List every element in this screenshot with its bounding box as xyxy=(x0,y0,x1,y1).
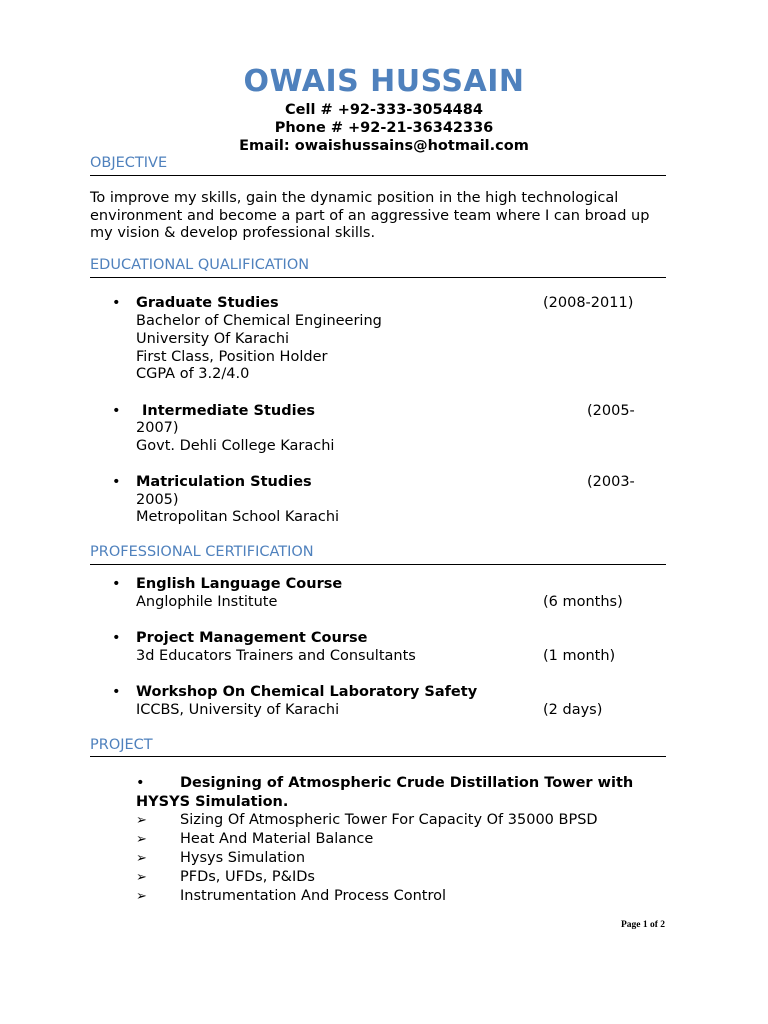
education-title-graduate: Graduate Studies xyxy=(136,295,279,311)
project-point: PFDs, UFDs, P&IDs xyxy=(180,869,315,885)
project-heading: PROJECT xyxy=(90,737,153,753)
education-heading: EDUCATIONAL QUALIFICATION xyxy=(90,257,310,273)
certification-duration: (6 months) xyxy=(543,594,623,610)
certification-divider xyxy=(90,564,666,565)
certification-duration: (1 month) xyxy=(543,648,616,664)
candidate-name: OWAIS HUSSAIN xyxy=(243,64,525,99)
email-address: Email: owaishussains@hotmail.com xyxy=(239,138,529,154)
phone-number: Phone # +92-21-36342336 xyxy=(274,120,494,136)
certification-heading: PROFESSIONAL CERTIFICATION xyxy=(90,544,314,560)
project-point: Sizing Of Atmospheric Tower For Capacity Of 35000 BPSD xyxy=(180,812,598,828)
education-years-intermediate: (2005- xyxy=(587,403,635,419)
arrow-bullet-icon: ➢ xyxy=(136,851,147,866)
certification-duration: (2 days) xyxy=(543,702,603,718)
project-title: Designing of Atmospheric Crude Distillation Tower with xyxy=(180,775,634,791)
education-detail: CGPA of 3.2/4.0 xyxy=(136,366,250,382)
objective-divider xyxy=(90,175,666,176)
education-title-intermediate: Intermediate Studies xyxy=(142,403,316,419)
cell-number: Cell # +92-333-3054484 xyxy=(285,102,483,118)
education-years-matriculation: (2003- xyxy=(587,474,635,490)
education-detail: Metropolitan School Karachi xyxy=(136,509,340,525)
bullet-icon: • xyxy=(112,684,121,700)
bullet-icon: • xyxy=(112,630,121,646)
education-years-intermediate-end: 2007) xyxy=(136,420,179,436)
bullet-icon: • xyxy=(112,295,121,311)
certification-detail: Anglophile Institute xyxy=(136,594,278,610)
arrow-bullet-icon: ➢ xyxy=(136,832,147,847)
project-point: Instrumentation And Process Control xyxy=(180,888,446,904)
education-years-matriculation-end: 2005) xyxy=(136,492,179,508)
education-detail: Bachelor of Chemical Engineering xyxy=(136,313,382,329)
bullet-icon: • xyxy=(136,775,145,791)
project-point: Hysys Simulation xyxy=(180,850,306,866)
certification-title: Workshop On Chemical Laboratory Safety xyxy=(136,684,478,700)
objective-text: To improve my skills, gain the dynamic position in the high technological environment and become a part of an aggressive team where I can broad up my vision & develop professional skills. xyxy=(90,190,650,242)
bullet-icon: • xyxy=(112,576,121,592)
education-detail: Govt. Dehli College Karachi xyxy=(136,438,335,454)
education-title-matriculation: Matriculation Studies xyxy=(136,474,312,490)
education-detail: First Class, Position Holder xyxy=(136,349,328,365)
page-number: Page 1 of 2 xyxy=(621,920,666,930)
arrow-bullet-icon: ➢ xyxy=(136,889,147,904)
certification-detail: ICCBS, University of Karachi xyxy=(136,702,340,718)
certification-title: English Language Course xyxy=(136,576,343,592)
project-title-continued: HYSYS Simulation. xyxy=(136,794,289,810)
education-detail: University Of Karachi xyxy=(136,331,290,347)
education-divider xyxy=(90,277,666,278)
certification-detail: 3d Educators Trainers and Consultants xyxy=(136,648,416,664)
project-divider xyxy=(90,756,666,757)
certification-title: Project Management Course xyxy=(136,630,368,646)
arrow-bullet-icon: ➢ xyxy=(136,813,147,828)
education-years-graduate: (2008-2011) xyxy=(543,295,634,311)
arrow-bullet-icon: ➢ xyxy=(136,870,147,885)
objective-heading: OBJECTIVE xyxy=(90,155,168,171)
project-point: Heat And Material Balance xyxy=(180,831,374,847)
bullet-icon: • xyxy=(112,403,121,419)
bullet-icon: • xyxy=(112,474,121,490)
